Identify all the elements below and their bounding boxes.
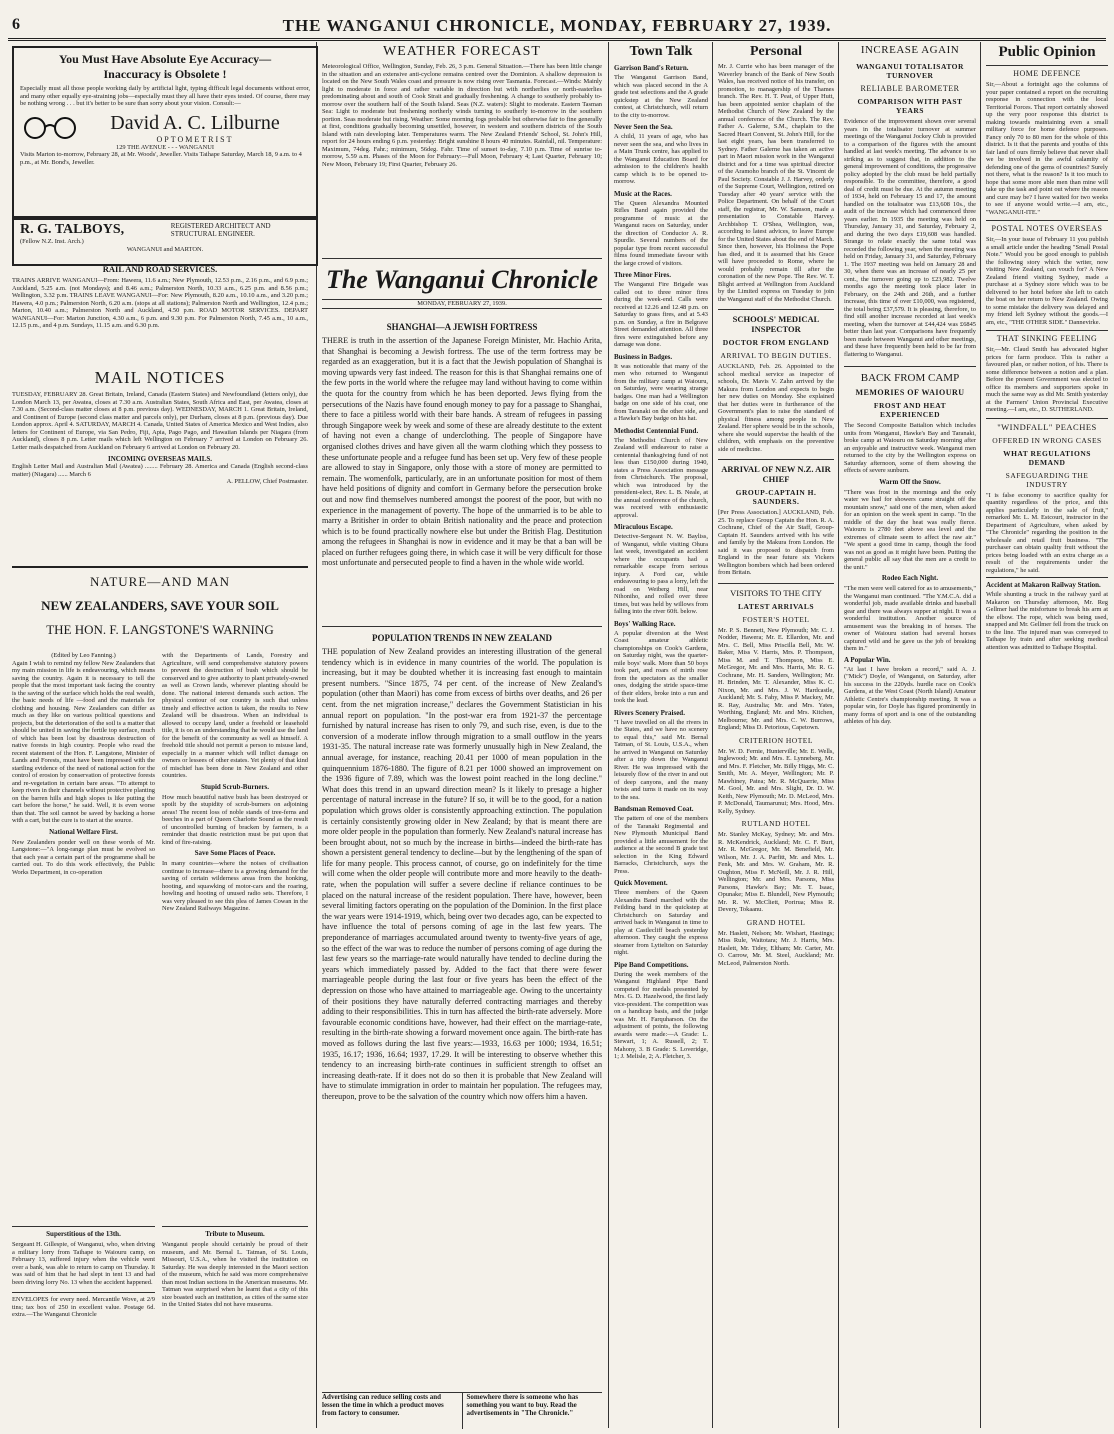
tribute-heading: Tribute to Museum. [205, 1230, 265, 1238]
talboys-name: R. G. TALBOYS, [20, 222, 125, 237]
weather-forecast [322, 44, 602, 254]
airchief-sub: GROUP-CAPTAIN H. SAUNDERS. [735, 488, 817, 506]
supers-heading: Superstitious of the 13th. [46, 1230, 121, 1238]
nature-column-1 [12, 652, 155, 1220]
opinion-h1: HOME DEFENCE [986, 65, 1108, 78]
population-article [322, 626, 602, 1385]
warm-text: "There was frost in the mornings and the only water we had for showers came straight off the mountain snow," said one of the men, when asked for an opinion on the week spent in camp. "In the middle of the day the heat was really fierce. Waiouru is 2780 feet above sea level and the extremes of climate seem to affect the raw air." "We spent a good time in camp, though the food was not as good as it might have been. Putting the general public all say that the men are a credit to the unit." [844, 488, 976, 571]
criterion-heading: CRITERION HOTEL [739, 735, 813, 745]
schools-heading: SCHOOLS' MEDICAL INSPECTOR [718, 309, 834, 334]
nature-text-2: with the Departments of Lands, Forestry and Agriculture, will send comprehensive statutory powers to prevent the destruction of bush which should be conserved and to give authority to plant privately-owned as well as Crown lands, wherever planting should be done. The national interest demands such action. The physical contour of our country is such that unless timely and effective action is taken, the results to New Zealand will be disastrous. When an individual is allowed to occupy land, under a freehold or leasehold title, it is on an understanding that he would use the land for the benefit of the community as well as himself. A freehold title should not permit a person to misuse land, especially in a manner which will inflict damage on owners or lessees of other estates. Yet plenty of that kind of mischief has been done in New Zealand and other countries. [162, 652, 308, 779]
talboys-places: WANGANUI and MARTON. [126, 245, 204, 253]
nature-headlines [12, 566, 308, 650]
personal-text: Mr. J. Currie who has been manager of the Waverley branch of the Bank of New South Wales, has received notice of his transfer, on promotion, to managership of the Thames branch. The Rev. H. T. Peat, of Upper Hutt, has been appointed senior chaplain of the Methodist Church of New Zealand by the annual conference of the Church. The Rev. Father A. Galerne, S.M., chaplain to the Sacred Heart Convent, St. John's Hill, for the last eight years, has been transferred to Sydney. Father Galerne has taken an active part in Maori mission work in the Wanganui district and for a time was spiritual director of the Aramoho branch of the St. Vincent de Paul Society. Constable J. J. Harvey, orderly of the Supreme Court, Wellington, retired on Tuesday after 40 years' service with the Police Department. On behalf of the Court staff, the registrar, Mr. W. Samson, made a presentation to Constable Harvey. Archbishop T. O'Shea, Wellington, was, according to latest advices, to leave Europe for the United States about the end of March. Since then, however, his Holiness the Pope has died, and it is assumed that his Grace will have proceeded to Rome, where he would probably remain till after the coronation of the new Pope. The Rev. W. T. Blight arrived at Wellington from Auckland by the Limited express on Tuesday to join the Wanganui staff of the Methodist Church. [718, 63, 834, 303]
ad-strip [322, 1392, 602, 1429]
eyes-advertisement [12, 46, 318, 220]
nature-column-2 [162, 652, 308, 1220]
town-talk-item-text: A child, 11 years of age, who has never seen the sea, and who lives in a Main Trunk centre, has applied to the Wanganui Education Board for admission to the children's health camp which is to be opened to-morrow. [614, 133, 708, 185]
town-talk-item-text: The Queen Alexandra Mounted Rifles Band again provided the programme of music at the Wanganui races on Saturday, under the direction of Conductor A. R. Spurdle. Several numbers of the popular type from recent successful films found immediate favour with the large crowd of visitors. [614, 199, 708, 267]
popular-win-text: "At last I have broken a record," said A. J. ("Mick") Doyle, of Wanganui, on Saturday, after his success in the 220yds. hurdle race on Cook's Gardens, at the West Coast (North Island) Amateur Athletic Centre's championship meeting. It was a popular win, for Doyle has figured prominently in many forms of sport and is one of the outstanding athletes of his day. [844, 665, 976, 725]
superstitious-story [12, 1226, 155, 1427]
nature-kicker: NATURE—AND MAN [89, 574, 231, 589]
nature-text-2c: In many countries—where the noises of civilisation continue to increase—there is a growing demand for the saving of certain wilderness areas from the honking, hooting, and squawking of motor-cars and the roaring, howling and hooting of unused radio sets. Therefore, I was very pleased to see this plea of James Cowan in the New Zealand Railways Magazine. [162, 860, 308, 912]
incoming-heading: INCOMING OVERSEAS MAILS. [107, 455, 213, 463]
incoming-text: English Letter Mail and Australian Mail (Awatea) ........ February 28. America and Canada (English second-class matter) (Niagara) ...... March 6 [12, 463, 308, 478]
nature-byline: (Edited by Leo Fanning.) [51, 652, 116, 659]
increase-sub1: WANGANUI TOTALISATOR TURNOVER [856, 62, 964, 80]
column-rule [608, 42, 609, 1428]
editorial-heading: SHANGHAI—A JEWISH FORTRESS [386, 322, 538, 332]
flag-block [322, 258, 602, 319]
town-talk-item-title: Business in Badges. [614, 352, 673, 361]
opinion-h3: THAT SINKING FEELING [986, 330, 1108, 343]
town-talk-item-title: Music at the Races. [614, 189, 672, 198]
town-talk-item-title: Bandsman Removed Coat. [614, 805, 694, 813]
editorial [322, 322, 602, 620]
increase-column [844, 44, 976, 1424]
nature-text-2b: How much beautiful native bush has been destroyed or spoilt by the stupidity of scrub-burners on adjoining areas! The recent loss of noble stands of tree-ferns and beeches in a part of Queen Charlotte Sound as the result of uncontrolled burning of bracken by farmers, is a reminder that drastic restriction must be put upon that kind of fire-raising. [162, 793, 308, 846]
postmaster-sign: A. PELLOW, Chief Postmaster. [226, 478, 308, 485]
town-talk-item-text: The pattern of one of the members of the Taranaki Regimental and New Plymouth Municipal Band provided a little amusement for the audience at the second B grade test selection in the King Edward Barracks, Christchurch, says the Press. [614, 815, 708, 875]
mail-notices [12, 368, 308, 554]
population-heading: POPULATION TRENDS IN NEW ZEALAND [371, 633, 553, 643]
opinion-h4c: WHAT REGULATIONS DEMAND [1003, 448, 1091, 467]
newspaper-flag: The Wanganui Chronicle [325, 265, 599, 294]
stupid-heading: Stupid Scrub-Burners. [200, 782, 270, 791]
opinion-heading: Public Opinion [998, 44, 1096, 60]
museum-story [162, 1226, 308, 1427]
population-text: THE population of New Zealand provides an interesting illustration of the general tendency which is in evidence in many countries of the world. The population is increasing, but it may be doubted whether it is increasing fast enough to maintain present numbers. "Since 1875, 74 per cent. of the increase of New Zealand's population (other than Maori) has come from excess of births over deaths, and 26 per cent. from the net migration increase," declares the Government Statistician in his annual report on population. "In the post-war era from 1921-37 the percentage furnished by natural increase has risen to only 79, and such rise, even, is due to the conversion of a moderate inflow through migration to a small outflow in the years 1931-35. The natural increase rate was formerly unusually high in New Zealand, the annual average, for instance, reaching 20.41 per 1000 of mean population in the quinquennium 1876-1880. The figure of 8.21 per 1000 showed an improvement on the 1936 figure of 7.89, which was the lowest point reached in the long decline." What does this trend in an upward direction mean? Is it likely to presage a higher percentage of natural increase in the future? If so, it will be to the good, for a nation population which grows older is consistently approaching extinction. The population is certainly consistently growing older in New Zealand; by that is meant there are more older people in the population than formerly. New Zealand's natural increase has been brought about, not so much by the increase in births—indeed the birth-rate has shown a persistent general tendency to decline—but by the lengthening of the span of life for many people. This process cannot, of course, go on indefinitely for the time will come when the older people will contribute more and more heavily to the death-rate, when the population will suffer a severe decline if reliance continues to be placed on the natural increase of the resident population. There have, however, been several limiting factors operating on the population of the Dominion. In the first place the war years were 1914-1919, which, being over two decades ago, can be expected to have influence the total of persons coming of age in the last few years. The preponderance of marriages accumulated around twenty to twenty-five years of age, so the effect of the war was to reduce the number of persons coming of age during the last few years so the marriage-rate would naturally have tended to decline during the years which immediately passed by. Added to the fact that there were fewer marriageable people during the last four or five years has been the effect of the depression on those who have attained to marriageable age. Owing to the uncertainty of their positions they have naturally deferred contracting marriages and thereby adding to their responsibilities. This in turn has affected the birth-rate adversely. More favourable economic conditions have, however, had their effect on the marriage-rate, resulting in the birth-rate showing a forward movement once again. The birth-rate has moved as follows during the last five years:—1933, 16.63 per 1000; 1934, 16.51; 1935, 16.17; 1936, 16.64; 1937, 17.29. It will be interesting to observe whether this tendency to an increasing birth-rate continues in sufficient strength to offset an increasing death-rate. If it does not do so then it is probable that New Zealand will have to stimulate immigration in order to maintain her population. The refugees may, thereupon, prove to be the salvation of the country which now offers him a haven. [322, 647, 602, 1101]
supers-text: Sergeant H. Gillespie, of Wanganui, who, when driving a military lorry from Taihape to Waiouru camp, on February 13, suffered injury when the vehicle went over a bank, was able to return to camp on Thursday. It was said of him that he had slept in tent 13 and had been driving lorry No. 13 when the accident happened. [12, 1241, 155, 1286]
fosters-text: Mr. P. S. Bennett, New Plymouth; Mr. C. J. Nodder, Hawera; Mr. E. Ellardon, Mr. and Mrs. C. Bell, Miss Priscilla Bell, Mr. W. Baker, Miss V. Harris, Mrs. P. Thompson, Miss M. and T. Thompson, Miss E. McGregor, Mr. and Mrs. Harris, Mr. R. G. Cochrane, Mr. H. Sanders, Wellington; Mr. H. Brinden, Mr. T. Alexander, Miss K. C. Nixon, Mr. and Mrs. J. W. Hardcastle, Auckland; Mr. S. Fahy, Miss P. Mackey, Mr. R. Ray, Australia; Mr. and Mrs. Yates, Worthing, England; Mr. and Mrs. Kitchen, Melbourne; Mr. and Mrs. C. W. Burrows, England; Miss D. Petorious, Capetown. [718, 626, 834, 731]
town-talk-item-text: The Wanganui Garrison Band, which was placed second in the A grade test selections and the A grade quickstep at the New Zealand contest, at Christchurch, will return to the city to-morrow. [614, 74, 708, 119]
town-talk-list [614, 64, 708, 1061]
schools-sub2: ARRIVAL TO BEGIN DUTIES. [720, 351, 832, 360]
envelopes-notice: ENVELOPES for every need. Mercantile Wove, at 2/9 tins; tax box of 250 in excellent value. Postage 6d. extra.—The Wanganui Chronicle [12, 1292, 155, 1319]
nature-text-1: Again I wish to remind my fellow New Zealanders that my main mission in life is endeavouring, which means saving the country. Again it is necessary to tell the people that the most important task facing the country is the saving of the surface which holds the real wealth, the basic needs of life —food and the materials for clothing and housing. New Zealanders can differ as much as they like on various political questions and projects, but the deterioration of the soil is a matter that should be united in saving the fertile top surface, much of which has been lost by disastrous destruction of native forests in high country. People who read the recent statement of the Hon. F. Langstone, Minister of Lands and Forests, must have been impressed with the startling evidence of the need of national action for the control of erosion by conservation of protective forests and re-vegetation in certain bare areas. "To attempt to keep rivers in their channels without protective planting on the barren hills and high slopes is like putting the cart before the horse," he said. Well, it is even worse than that. The soil cannot be saved by backing a horse with a cart, but the cure is to start at the source. [12, 659, 155, 824]
optometrist-address: 129 THE AVENUE - - - WANGANUI [116, 143, 214, 151]
optometrist-name: David A. C. Lilburne [110, 111, 280, 134]
camp-heading: BACK FROM CAMP [844, 366, 976, 384]
column-rule [980, 42, 981, 1428]
town-talk-item-title: Garrison Band's Return. [614, 64, 689, 72]
rail-heading: RAIL AND ROAD SERVICES. [102, 264, 218, 274]
optometrist-role: OPTOMETRIST [156, 134, 234, 144]
town-talk-item-title: Rivers Scenery Praised. [614, 708, 685, 717]
town-talk-item-text: During the week members of the Wanganui Highland Pipe Band competed for medals presented by Mrs. G. D. Hazelwood, the first lady vice-president. The competition was on a handicap basis, and the judge was Mr. H. Farquharson. On the adjustment of points, the following awards were made:—A Grade: L. Stewart, 1; A. Russell, 2; T. Mahony, 3. B Grade: S. Loveridge, 1; J. Melisle, 2; A. Fletcher, 3. [614, 970, 708, 1060]
town-talk-item-text: The Wanganui Fire Brigade was called out to three minor fires during the week-end. Calls were received at 12.26 and 12.48 p.m. on Saturday to grass fires, and at 5.43 p.m. on Sunday, a fire in Belgrave Street demanded attention. All three fires were extinguished before any damage was done. [614, 281, 708, 348]
flag-date: MONDAY, FEBRUARY 27, 1939. [322, 299, 602, 309]
town-talk [614, 44, 708, 1424]
editorial-text: THERE is truth in the assertion of the Japanese Foreign Minister, Mr. Hachio Arita, that Shanghai is becoming a Jewish fortress. The use of the term fortress may be regarded as an exaggeration, but it is a fact that the Jewish population of Shanghai is moving upwards very fast indeed. The reason for this is that Shanghai remains one of the few ports in the world where the refugee may land without having to come within the quota for the country from which he has been deported. Jews flying from the persecutions of the Nazis have found enough money to pay for a passage to Shanghai, there to face a pitiless world with their bare hands. A stream of refugees in passing through Singapore week by week and some of these are already destitute to the extent of having not even a change of underclothing. The people of Singapore have organised clothes drives and have given all the warm clothing which they possess to these unfortunate people and a refugee fund has been set up. Very few of these people are allowed to stay in Singapore, only those with a store of money are permitted to remain. The womenfolk, particularly, are in an unfortunate position for most of them have held positions of dignity and comfort in Germany before the persecution broke out and now find themselves numbered amongst the poorest of the poor, but with no experience in the management of poverty. The hope of the unmarried is to be able to marry a Britisher in order to obtain British nationality and the peace and protection which is to be found practically nowhere else but under the British Flag. Destitution among the refugees in Shanghai is now in evidence and it may be that a ban will be placed on further refugees going there, in which case it will be very difficult for those most unfortunate and persecuted people to find a haven in the whole wide world. [322, 336, 602, 568]
warm-heading: Warm Off the Snow. [879, 477, 941, 486]
nights-heading: Rodeo Each Night. [881, 574, 939, 582]
mail-heading: MAIL NOTICES [94, 368, 226, 387]
fosters-heading: FOSTER'S HOTEL [742, 614, 810, 624]
opinion-t2: Sir,—In your issue of February 11 you publish a small article under the heading "Small Postal Note." Would you be good enough to publish the following story which the writer, now visiting New Zealand, can vouch for? A New Zealand friend visiting Sydney, made a purchase at a Sydney store which was to be delivered to her hotel before she left to catch the boat on her return to New Zealand. Owing to some mistake the delivery was delayed and my friend left Sydney without the goods.—I am, etc., "THE OTHER SIDE." Dannevirke. [986, 236, 1108, 326]
welfare-heading: National Welfare First. [49, 827, 118, 836]
town-talk-item-title: Pipe Band Competitions. [614, 960, 689, 969]
visitors-heading: VISITORS TO THE CITY [718, 583, 834, 598]
page-number: 6 [12, 16, 20, 33]
nature-headline: NEW ZEALANDERS, SAVE YOUR SOIL [41, 598, 279, 613]
ad-strip-right: Somewhere there is someone who has something you want to buy. Read the advertisements in "The Chronicle." [466, 1393, 579, 1417]
town-talk-item-title: Methodist Centennial Fund. [614, 426, 699, 435]
personal-column [718, 44, 834, 1424]
town-talk-item-text: The Methodist Church of New Zealand will endeavour to raise a centennial thanksgiving fund of not less than £150,000 during 1940, states a Press Association message from Christchurch. The proposal, which was introduced by the president-elect, Rev. L. B. Neale, at the annual conference of the church, was received with enthusiastic approval. [614, 436, 708, 519]
talboys-advertisement [12, 216, 318, 266]
town-talk-item-title: Never Seen the Sea. [614, 123, 673, 131]
nature-text-1b: New Zealanders ponder well on these words of Mr. Langstone:—"A long-range plan must be evolved so that each year a certain part of the programme shall be carried out. To do this work effectively, the Public Works Department, in co-operation [12, 838, 155, 876]
ad-body: Especially must all those people working daily by artificial light, typing difficult legal documents without error, and many other equally eye-straining jobs—especially must they all have their eyes tested. Of course, there may be nothing wrong . . . but it's better to be sure than sorry about your vision. Consult:— [20, 85, 310, 107]
town-talk-item-text: It was noticeable that many of the men who returned to Wanganui from the military camp at Waiouru, on Saturday, were wearing strange badges. One man had a Wellington badge on one side of his coat, one from Taranaki on the other side, and a Hawke's Bay badge on his hat. [614, 362, 708, 422]
opinion-t1: Sir,—About a fortnight ago the columns of your paper contained a report on the recruiting response in connection with the local Territorial Forces. That report certainly showed up the very poor response this district is making towards maintaining even a small military force for home defence purposes. Fancy only 70 to 80 men for the whole of this district. Is it that the parents and youths of this fair land of ours firmly believe that never shall we be involved in the awful calamity of defending one of the gems of countries? Surely not there, what is the reason? Is it too much to hope that some more able men than mine will take up the task and point out where the reason and cure may be? I have waited for two weeks to see if anyone would write.—I am, etc., "WANGANUI-ITE." [986, 81, 1108, 216]
opinion-t3: Sir,—Mr. Claud Smith has advocated higher prices for farm produce. This is rather a favoured plan, or rather notion, of his. There is some difference between a notion and a plan. Before the present Government was elected to office its members and supporters spoke in much the same way as did Mr. Smith yesterday at the Farmers' Union Provincial Executive meeting.—I am, etc., D. SUTHERLAND. [986, 346, 1108, 413]
increase-sub3: COMPARISON WITH PAST YEARS [857, 97, 963, 115]
opinion-h2: POSTAL NOTES OVERSEAS [986, 220, 1108, 233]
masthead [8, 6, 1106, 41]
rutland-text: Mr. Stanley McKay, Sydney; Mr. and Mrs. R. McKendrick, Auckland; Mr. C. F. Burt, Mr. R. McGregor, Mr. M. Benefield, Mr. Wilson, Mr. J. A. Parfitt, Mr. and Mrs. L. Fenk, Mr. and Mrs. W. Graham, Mr. R. Oughton, Miss F. McNeill, Mr. J. R. Hill, Wellington; Mr. and Mrs. Parsons, Miss Parsons, Hawke's Bay; Mr. T. Isaac, Opunake; Miss E. Blundell, New Plymouth; Mr. R. W. McCliett, Porirua; Miss R. Devery, Tokaanu. [718, 831, 834, 913]
weather-text: Meteorological Office, Wellington, Sunday, Feb. 26, 3 p.m. General Situation.—There has been little change in the situation and an extensive anti-cyclone remains centred over the Dominion. A shallow depression is located on the New South Wales coast and pressure is now rising over Tasmania. Forecast.—Winds: Mainly light to moderate in force and rather variable in direction but with northerlies or north-easterlies predominating about and south of Cook Strait and gradually freshening. A change to southerly probably to-morrow over the southern half of the South Island. Seas (N.Z. waters): Slight to moderate. Eastern Tasman Sea: Light to moderate but freshening northerly winds turning to southerly to-morrow in the southern portion. Seas moderate but rising. Weather: Some morning fogs probable but otherwise fair to fine generally at first, conditions gradually becoming unsettled, however, in western and southern districts of the South Island with rain developing later. Temperatures warm. The New Zealand Friends' School, St. John's Hill, report for 24 hours ending 6 p.m. yesterday: Bright sunshine 8 hours 40 minutes. Rainfall, nil. Temperature: Maximum, 74deg. Fahr.; minimum, 56deg. Fahr. Time of sunset to-day, 7.10 p.m. Time of sunrise to-morrow, 5.59 a.m. Phases of the Moon for February:—Full Moon, February 4; Last Quarter, February 10; New Moon, February 19; First Quarter, February 26. [322, 63, 602, 168]
ad-headline-2: Inaccuracy is Obsolete ! [103, 67, 227, 81]
popular-win-heading: A Popular Win. [844, 655, 891, 664]
increase-text: Evidence of the improvement shown over several years in the totalisator turnover at summer meetings of the Wanganui Jockey Club is provided to a comparison of the figures with the amount handled at last week's meeting. The advance is so striking as to suggest that, in addition to the general improvement of conditions, the progressive policy adopted by the club must be held partially responsible. To the committee, therefore, a good deal of credit must be due. At the autumn meeting of 1934, held on February 15 and 17, the amount handled on the totalisator was £13,608 10s., the audit of the increase which had commenced three years earlier. In 1935 the meeting was held on Thursday, January 31, and Saturday, February 2, and during the two days £19,608 was handled. Strange to relate exactly the same total was recorded the following year, when the meeting was held on Friday, January 31, and Saturday, February 1. The 1937 meeting was held on January 28 and 30, when there was an increase of nearly 25 per cent., the turnover going up to £23,982. Twelve months ago the meeting took place later in February, on the 24th and 26th, and a further increase, this time of over £10,000, was registered, the total being £37,579. It is pleasing, therefore, to find still another increase recorded at last week's meeting, when the turnover at £44,424 was £6845 better than last year. Comparisons have frequently been made between Wanganui and other meetings, and these have frequently been held to be far from flattering to Wanganui. [844, 118, 976, 358]
increase-sub2: RELIABLE BAROMETER [860, 84, 960, 93]
opinion-t5: While shunting a truck in the railway yard at Makaron on Thursday afternoon, Mr. Reg Gellmer had the misfortune to break his arm at the elbow. The rope, which was being used, snapped and Mr. Gellmer fell from the truck on to the line. The injured man was conveyed to Taihape by train and after seeking medical attention was admitted to Taihape Hospital. [986, 591, 1108, 651]
rutland-heading: RUTLAND HOTEL [741, 819, 811, 828]
talboys-title: REGISTERED ARCHITECT AND STRUCTURAL ENGINEER. [170, 222, 271, 238]
rail-services [12, 264, 308, 362]
nature-subhead: THE HON. F. LANGSTONE'S WARNING [46, 622, 274, 637]
optometrist-visits: Visits Marton to-morrow, February 28, at Mr. Woods', Jeweller. Visits Taihape Saturday, March 18, 9 a.m. to 4 p.m., at Mr. Bond's, Jeweller. [20, 151, 302, 166]
opinion-h5: Accident at Makaron Railway Station. [986, 577, 1108, 589]
town-talk-item-text: Detective-Sergeant N. W. Bayliss, of Wanganui, while visiting Ohura last week, investigated an accident where the occupants had a remarkable escape from serious injury. A Ford car, while endeavouring to pass a lorry, left the road on Weiberg Hill, near Nihoniho, and rolled over three times, but was held by willows from falling into the river 60ft. below. [614, 533, 708, 615]
spectacles-icon [20, 115, 80, 141]
opinion-h4: "WINDFALL" PEACHES [986, 418, 1108, 432]
column-rule [838, 42, 839, 1428]
town-talk-item-title: Quick Movement. [614, 879, 668, 887]
schools-text: AUCKLAND, Feb. 26. Appointed to the school medical service as inspector of schools, Dr. Mavis V. Zahn arrived by the Makura from London and expects to begin her new duties on Monday. She explained that her duties were in furtherance of the Government's plan to raise the standard of physical fitness among people in New Zealand. Her sphere would be in the schools, where she would supervise the health of the children, with emphasis on the preventive side of medicine. [718, 363, 834, 453]
opinion-h4b: OFFERED IN WRONG CASES [992, 435, 1102, 445]
criterion-text: Mr. W. D. Fernie, Hunterville; Mr. E. Wells, Inglewood; Mr. and Mrs. E. Lynneberg, Mr. and Mrs. F. Fletcher, Mr. Billy Higgs, Mr. C. Smith, Mr. A. Meyer, Wellington; Mr. P. Mawhiney, Patea; Mr. R. McQuarrie, Miss M. Gool, Mr. and Mrs. Slight, Dr. D. W. Keith, New Plymouth; Mr. D. McLeod, Mrs. P. McDonald, Taumarunui; Mrs. Hood, Mrs. Kelly, Sydney. [718, 747, 834, 815]
ad-strip-left: Advertising can reduce selling costs and lessen the time in which a product moves from factory to consumer. [322, 1393, 463, 1429]
grand-heading: GRAND HOTEL [746, 917, 806, 927]
town-talk-item-title: Boys' Walking Race. [614, 619, 676, 628]
rail-text: TRAINS ARRIVE WANGANUI—From: Hawera, 11.6 a.m.; New Plymouth, 12.53 p.m., 2.16 p.m., and 6.9 p.m.; Auckland, 5.25 a.m. (not Mondays); and 8.46 a.m.; Palmerston North, 10.33 a.m., 6.25 p.m. and 8.56 p.m.; Wellington, 3.32 p.m. TRAINS LEAVE WANGANUI—For: New Plymouth, 8.20 a.m., 10.10 a.m., and 3.20 p.m.; Hawera, 4.0 p.m.; Palmerston North, 6.20 a.m. (stops at all stations); Palmerston North and Wellington, 12.4 p.m.; Marton, 10.40 a.m.; Palmerston North and Auckland, 4.50 p.m. ROAD MOTOR SERVICES. DEPART WANGANUI—For: Marton Junction, 4.30 a.m., 6 p.m. and 9.30 p.m. For Palmerston North, 7.45 a.m., 10 a.m., 12.15 p.m., and 4 p.m. Sundays, 11.15 a.m. and 6.30 p.m. [12, 277, 308, 329]
tribute-text: Wanganui people should certainly be proud of their museum, and Mr. Bernal L. Tatman, of St. Louis, Missouri, U.S.A., when he visited the institution on Saturday. He was deeply interested in the Maori section of the museum, which he said was more comprehensive than most Indian sections in the American museums. Mr. Tatman was surprised when he learnt that a city of this size boasted such an institution, as cities of the same size in the United States did not have museums. [162, 1241, 308, 1308]
schools-sub: DOCTOR FROM ENGLAND [722, 338, 830, 347]
airchief-text: [Per Press Association.] AUCKLAND, Feb. 25. To replace Group Captain the Hon. R. A. Cochrane, Chief of the Air Staff, Group-Captain H. Saunders arrived with his wife and family by the Makura from London. He said it was proposed to dispatch from England in the near future six Vickers Wellington bombers which had been ordered from Britain. [718, 509, 834, 576]
town-talk-item-title: Miraculous Escape. [614, 523, 673, 531]
save-heading: Save Some Places of Peace. [194, 849, 276, 857]
town-talk-heading: Town Talk [629, 44, 693, 59]
town-talk-item-title: Three Minor Fires. [614, 271, 671, 279]
talboys-fellow: (Fellow N.Z. Inst. Arch.) [20, 238, 84, 245]
ad-headline: You Must Have Absolute Eye Accuracy— [58, 52, 272, 66]
weather-heading: WEATHER FORECAST [383, 44, 541, 59]
opinion-t4: "I is false economy to sacrifice quality for quantity regardless of the price, and this applies particularly in the sale of fruit," remarked Mr. L. M. Estcourt, instructor in the Department of Agriculture, when asked by "The Chronicle" regarding the position in the wholesale and retail fruit business. "The purchaser can obtain quality fruit without the prices being loaded with an extra charge as a result of the requirements under the regulations," he said. [986, 491, 1108, 574]
grand-text: Mr. Haslett, Nelson; Mr. Wishart, Hastings; Miss Rule, Waitotara; Mr. J. Harris, Mrs. Haslett, Mr. Tidey, Eltham; Mr. Carter, Mr. O. Carrow, Mr. M. Steel, Auckland; Mr. McLeod, Palmerston North. [718, 929, 834, 967]
personal-heading: Personal [749, 44, 803, 59]
opinion-h4d: SAFEGUARDING THE INDUSTRY [1005, 470, 1089, 489]
airchief-heading: ARRIVAL OF NEW N.Z. AIR CHIEF [718, 459, 834, 484]
town-talk-item-text: A popular diversion at the West Coast amateur athletic championships on Cook's Gardens, on Saturday night, was the quarter-mile boys' walk. More than 50 boys took part, and roars of mirth rose from the spectators as the smaller ones, dodging the stride space-time of their elders, broke into a run and took the lead. [614, 629, 708, 704]
visitors-sub: LATEST ARRIVALS [737, 601, 815, 611]
public-opinion-column [986, 44, 1108, 1424]
camp-text: The Second Composite Battalion which includes units from Wanganui, Hawke's Bay and Taranaki, broke camp at Waiouru on Saturday morning after an enjoyable and instructive week. Wanganui men returned to the city by the Wellington express on Saturday afternoon, some of them showing the effects of severe sunburn. [844, 422, 976, 474]
camp-sub2: FROST AND HEAT EXPERIENCED [873, 401, 947, 419]
nights-text: "The men were well catered for as to amusements," the Wanganui man continued. "The Y.M.C.A. did a wonderful job, made available drinks and baseball gear and there was always supper at night. It was a wonderful institution. Another source of amusement was the breaking in of horses. The owner of Waiouru station had several horses captured wild and he gave us the job of breaking them in." [844, 585, 976, 652]
mail-text: TUESDAY, FEBRUARY 28. Great Britain, Ireland, Canada (Eastern States) and Newfoundland (letters only), due London March 13, per Awatea, closes at 7.30 a.m. Australian States, South Africa and East, per Awatea, closes at 7.30 a.m. (Second-class matter closes at 8 p.m. previous day). WEDNESDAY, MARCH 1. Great Britain, Ireland, and Continent of Europe (second class matter and parcels only), per Durham, closes at 8 p.m. (previous day). Due London approx. April 4. SATURDAY, MARCH 4. Canada, United States of America Mexico and West Indies, also letters for Continent of Europe, via San Pedro, Fiji, Apia, Pago Pago, and Hawaiian Islands per Niagara (from Auckland), closes 8 p.m. Letter mails which left Wellington on February 7 arrived at London on February 26. Letter mails despatched from Auckland on February 6 arrived at London on February 20. [12, 391, 308, 451]
town-talk-item-text: "I have travelled on all the rivers in the States, and we have no scenery to equal this," said Mr. Bernal Tatman, of St. Louis, U.S.A., when he arrived in Wanganui on Saturday after a trip down the Wanganui River. He was impressed with the leisurely flow of the river in and out of deep canyons, and the many twists and turns it made on its way to the sea. [614, 718, 708, 801]
town-talk-item-text: Three members of the Queen Alexandra Band marched with the Feilding band in the quickstep at Christchurch on Saturday and arrived back in Wanganui in time to play at Castlecliff beach yesterday afternoon. They caught the express steamer from Lyttelton on Saturday night. [614, 889, 708, 956]
column-rule [712, 42, 713, 1428]
camp-sub: MEMORIES OF WAIOURU [855, 388, 965, 397]
masthead-title: THE WANGANUI CHRONICLE, MONDAY, FEBRUARY 27, 1939. [282, 16, 832, 35]
increase-heading: INCREASE AGAIN [860, 44, 960, 56]
